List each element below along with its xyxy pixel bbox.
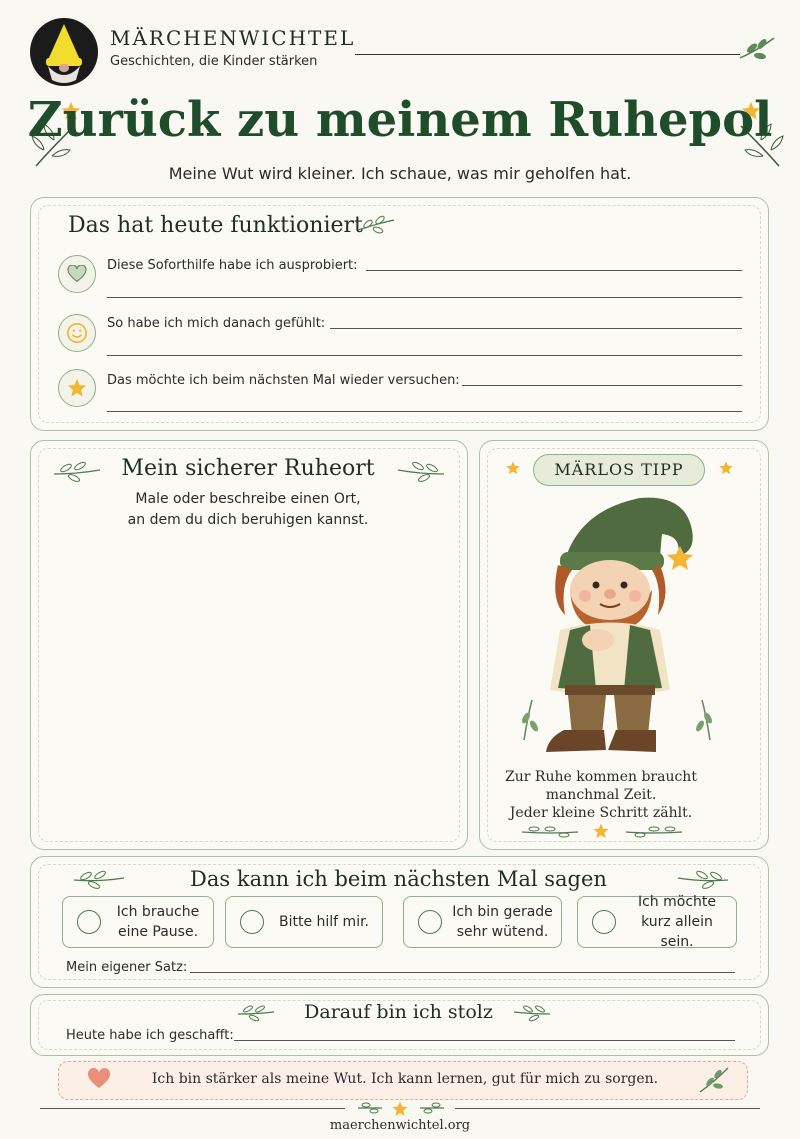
answer-line[interactable]	[366, 270, 742, 271]
tip-text: Zur Ruhe kommen braucht	[505, 769, 697, 785]
answer-line[interactable]	[462, 385, 742, 386]
option-label: Bitte hilf mir.	[278, 914, 369, 930]
own-sentence-line[interactable]	[190, 972, 735, 973]
sentence-option[interactable]	[403, 896, 562, 948]
sentence-option[interactable]	[577, 896, 737, 948]
star-icon	[58, 369, 96, 407]
safe-place-heading: Mein sicherer Ruheort	[121, 456, 375, 481]
star-icon	[592, 822, 610, 840]
sprig-icon	[624, 824, 684, 840]
option-label: Ich möchte kurz allein sein.	[637, 894, 717, 950]
radio-button[interactable]	[418, 910, 442, 934]
footer-divider	[40, 1108, 345, 1109]
star-icon	[718, 460, 734, 476]
item-label: Diese Soforthilfe habe ich ausprobiert:	[107, 258, 358, 273]
page-title: Zurück zu meinem Ruhepol	[27, 92, 773, 148]
sentence-option[interactable]	[62, 896, 214, 948]
answer-line[interactable]	[107, 355, 742, 356]
gnome-illustration	[510, 490, 730, 760]
sprig-icon	[356, 1101, 384, 1115]
sprig-icon	[696, 1064, 732, 1094]
answer-line[interactable]	[330, 328, 742, 329]
star-icon	[505, 460, 521, 476]
option-label: Ich bin gerade sehr wütend.	[452, 904, 553, 940]
sprig-icon	[520, 824, 580, 840]
heart-icon	[58, 255, 96, 293]
page-subtitle: Meine Wut wird kleiner. Ich schaue, was mir geholfen hat.	[168, 164, 632, 183]
brand-name: MÄRCHENWICHTEL	[110, 26, 356, 50]
footer-divider	[455, 1108, 760, 1109]
option-label: Ich brauche eine Pause.	[116, 904, 200, 940]
tip-text: Jeder kleine Schritt zählt.	[509, 805, 693, 821]
item-label: Das möchte ich beim nächsten Mal wieder versuchen:	[107, 373, 460, 388]
tip-text: manchmal Zeit.	[545, 787, 657, 803]
sentence-option[interactable]	[225, 896, 383, 948]
proud-heading: Darauf bin ich stolz	[304, 1001, 493, 1023]
answer-line[interactable]	[107, 411, 742, 412]
radio-button[interactable]	[240, 910, 264, 934]
radio-button[interactable]	[592, 910, 616, 934]
proud-label: Heute habe ich geschafft:	[66, 1028, 234, 1043]
today-heading: Das hat heute funktioniert	[68, 213, 363, 238]
heart-icon	[86, 1068, 112, 1090]
answer-line[interactable]	[107, 297, 742, 298]
brand-tagline: Geschichten, die Kinder stärken	[110, 54, 318, 69]
footer-url[interactable]: maerchenwichtel.org	[329, 1118, 471, 1133]
item-label: So habe ich mich danach gefühlt:	[107, 316, 326, 331]
safe-place-instruction: an dem du dich beruhigen kannst.	[127, 512, 369, 528]
smiley-icon	[58, 314, 96, 352]
say-next-time-heading: Das kann ich beim nächsten Mal sagen	[190, 867, 607, 891]
sprig-icon	[418, 1101, 446, 1115]
safe-place-instruction: Male oder beschreibe einen Ort,	[135, 491, 361, 507]
tip-badge: MÄRLOS TIPP	[533, 454, 705, 486]
header-divider	[355, 54, 740, 55]
proud-line[interactable]	[234, 1040, 735, 1041]
drawing-area[interactable]	[48, 540, 448, 830]
star-icon	[391, 1100, 409, 1118]
own-sentence-label: Mein eigener Satz:	[66, 960, 188, 975]
radio-button[interactable]	[77, 910, 101, 934]
sprig-icon	[738, 34, 778, 64]
logo	[30, 18, 98, 86]
affirmation-text: Ich bin stärker als meine Wut. Ich kann lernen, gut für mich zu sorgen.	[151, 1071, 659, 1087]
sprig-icon	[356, 214, 396, 236]
